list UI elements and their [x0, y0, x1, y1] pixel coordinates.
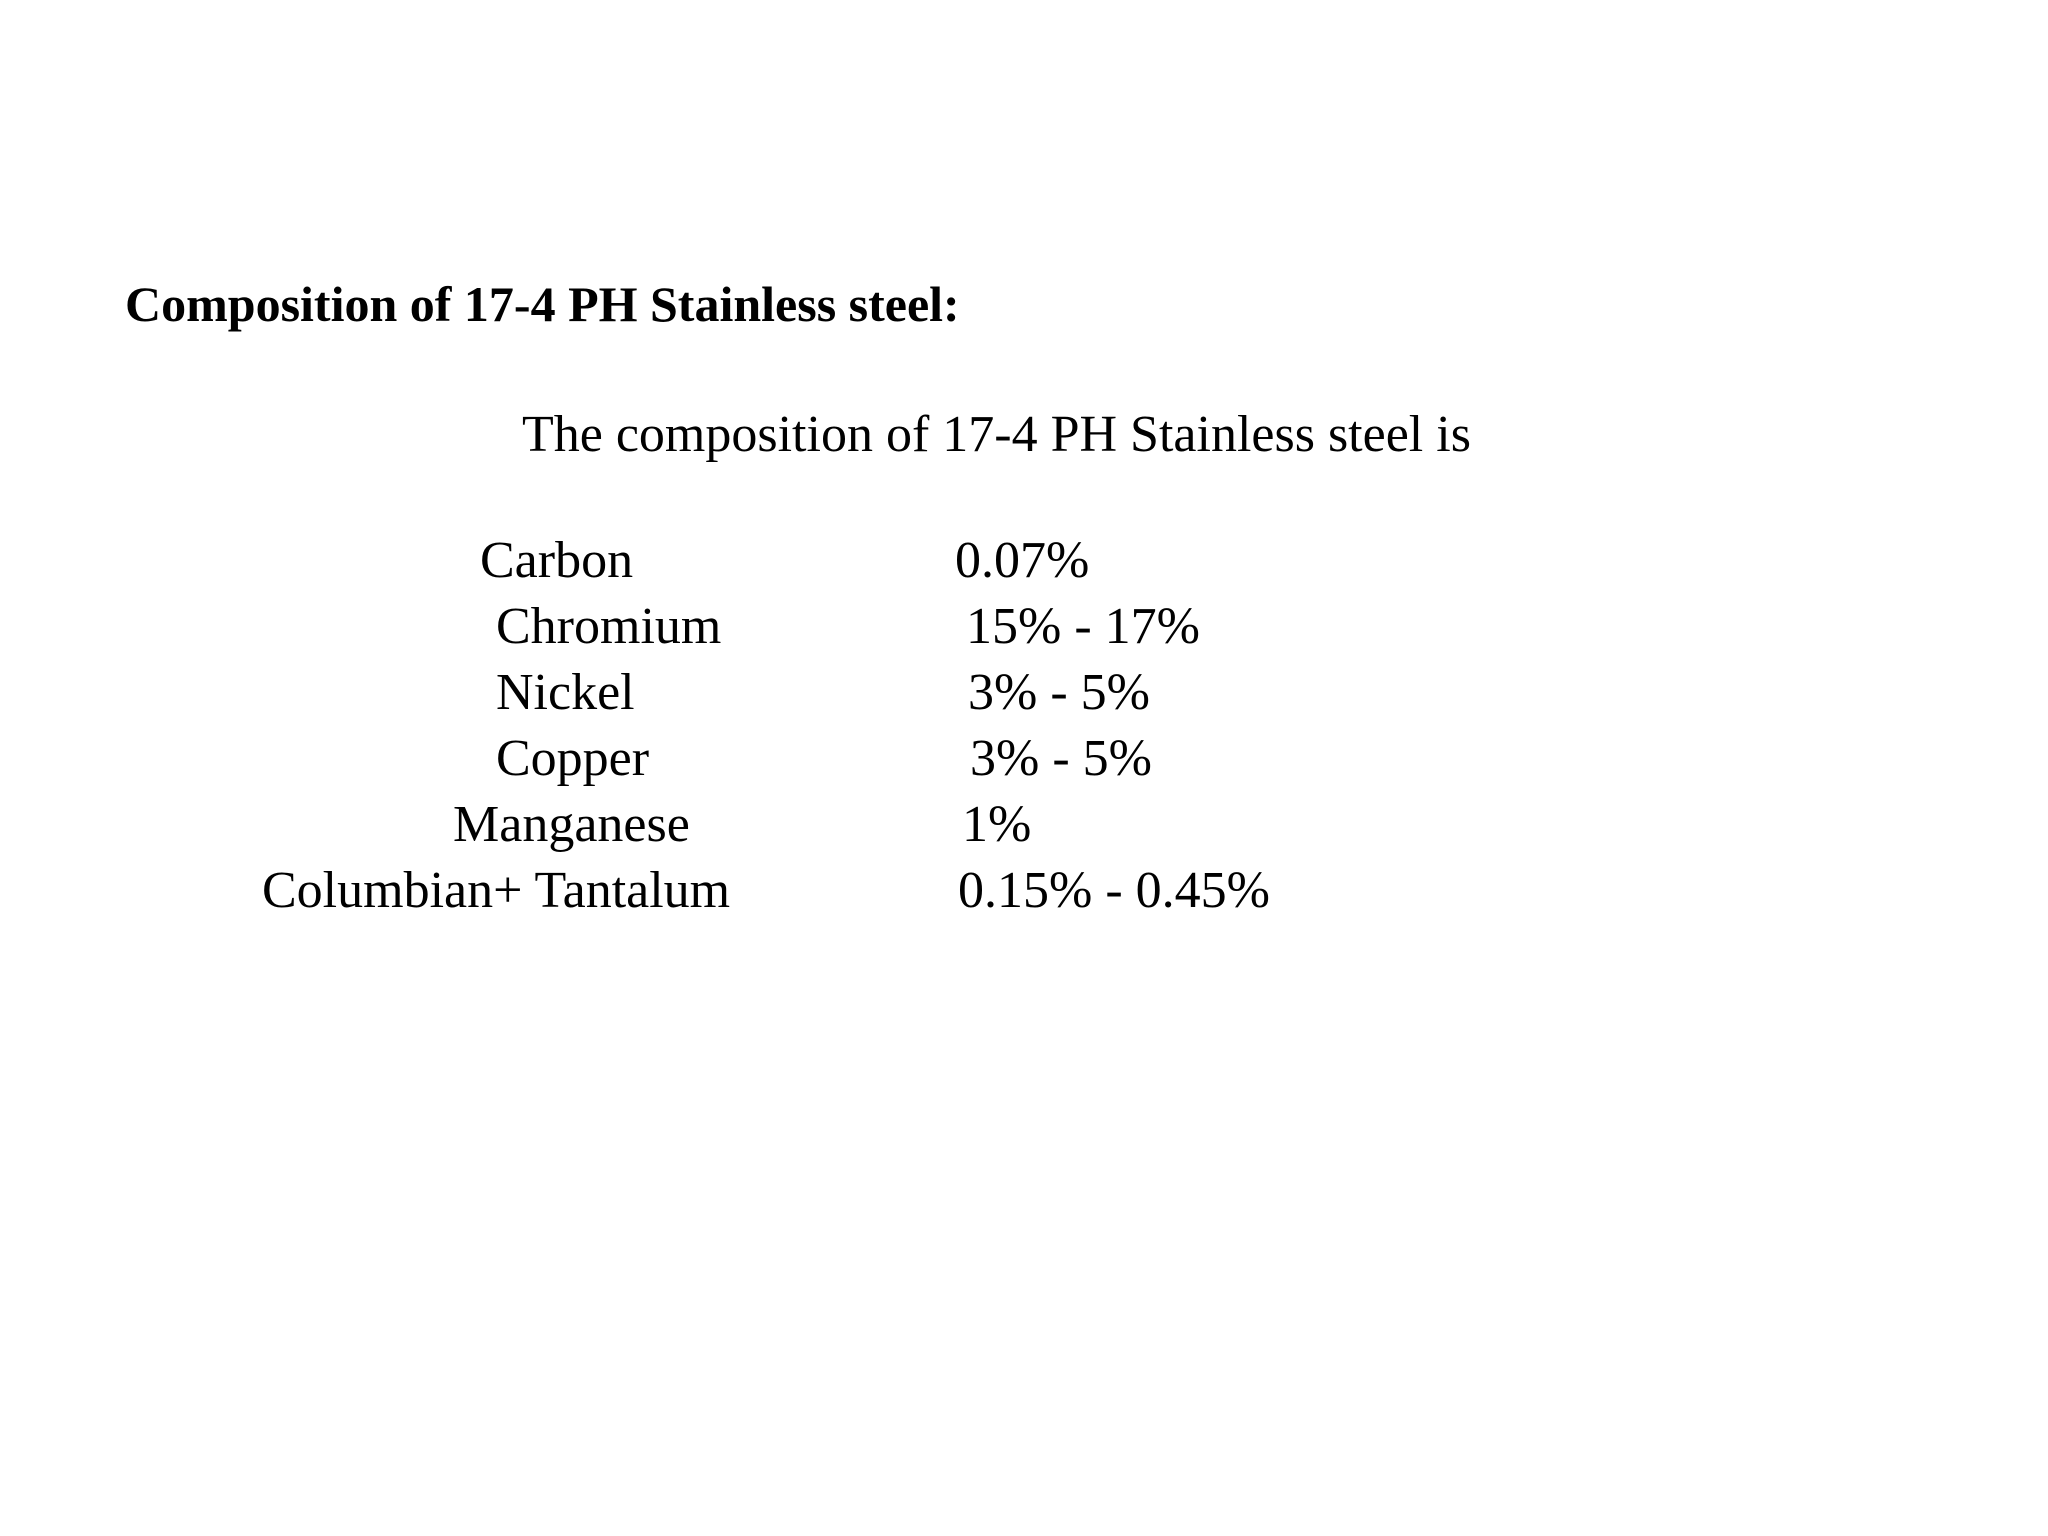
element-name: Carbon [480, 532, 634, 589]
element-name: Copper [496, 730, 650, 787]
page-heading: Composition of 17-4 PH Stainless steel: [125, 276, 960, 332]
element-name: Nickel [496, 664, 635, 721]
element-value: 3% - 5% [970, 730, 1152, 787]
element-name: Manganese [453, 796, 690, 853]
element-value: 15% - 17% [966, 598, 1200, 655]
element-value: 1% [962, 796, 1032, 853]
element-name: Columbian+ Tantalum [262, 862, 731, 919]
element-value: 0.15% - 0.45% [958, 862, 1270, 919]
element-value: 0.07% [955, 532, 1090, 589]
element-value: 3% - 5% [968, 664, 1150, 721]
intro-sentence: The composition of 17-4 PH Stainless steel is [522, 406, 1471, 463]
element-name: Chromium [496, 598, 722, 655]
